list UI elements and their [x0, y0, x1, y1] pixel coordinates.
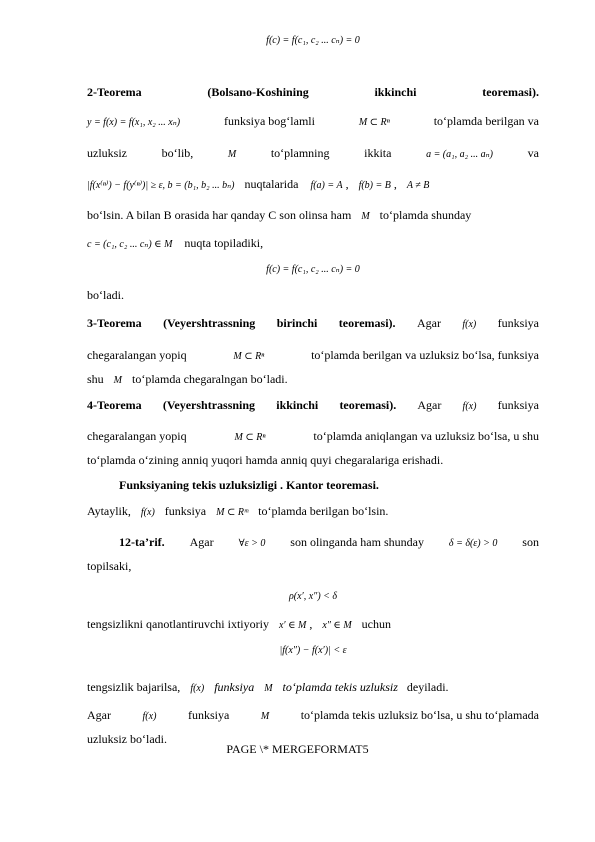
formula-A-ne-B: A ≠ B — [406, 180, 430, 191]
theorem-4-line-2: chegaralangan yopiq M ⊂ Rⁿ to‘plamda aniqlangan va uzluksiz bo‘lsa, u shu — [87, 429, 539, 443]
formula-M: M — [227, 149, 237, 160]
formula-M-sub-Rm: M ⊂ Rᵐ — [216, 507, 249, 518]
formula-M-sub-Rn: M ⊂ Rⁿ — [358, 117, 390, 128]
page-footer: PAGE \* MERGEFORMAT5 — [226, 742, 369, 756]
formula-fa-A: f(a) = A — [310, 180, 343, 191]
theorem-2-line-6: c = (c₁, c₂ ... cₙ) ∈ M nuqta topiladiki, — [87, 236, 264, 250]
formula-fc-zero: f(c) = f(c₁, c₂ ... cₙ) = 0 — [266, 35, 360, 46]
formula-c-point: c = (c₁, c₂ ... cₙ) ∈ M — [87, 239, 173, 250]
theorem-3-line-2: chegaralangan yopiq M ⊂ Rⁿ to‘plamda berilgan va uzluksiz bo‘lsa, funksiya — [87, 348, 539, 362]
theorem-2-line-2: y = f(x) = f(x₁, x₂ ... xₙ) funksiya bog‘lamli M ⊂ Rⁿ to‘plamda berilgan va — [87, 114, 539, 128]
formula-fc-zero-2: f(c) = f(c₁, c₂ ... cₙ) = 0 — [266, 264, 360, 275]
definition-conclusion: tengsizlik bajarilsa, f(x) funksiya M to‘plamda tekis uzluksiz deyiladi. — [87, 680, 449, 694]
formula-x1-in-M: x′ ∈ M — [278, 620, 307, 631]
definition-intro: Aytaylik, f(x) funksiya M ⊂ Rᵐ to‘plamda berilgan bo‘lsin. — [87, 504, 389, 518]
formula-b-cond: |f(x⁽ⁿ⁾) − f(y⁽ⁿ⁾)| ≥ ε, b = (b₁, b₂ ... bₙ) — [87, 180, 235, 191]
theorem-4-line-1: 4-Teorema (Veyershtrassning ikkinchi teoremasi). Agar f(x) funksiya — [87, 398, 539, 412]
definition-12-line-1: 12-ta’rif. Agar ∀ε > 0 son olinganda ham shunday δ = δ(ε) > 0 son — [119, 535, 539, 549]
formula-a-point: a = (a₁, a₂ ... aₙ) — [426, 149, 493, 160]
last-statement-line-2: uzluksiz bo‘ladi. — [87, 732, 167, 746]
last-statement-line-1: Agar f(x) funksiya M to‘plamda tekis uzluksiz bo‘lsa, u shu to‘plamada — [87, 708, 539, 722]
theorem-4-line-3: to‘plamda o‘zining anniq yuqori hamda anniq quyi chegaralariga erishadi. — [87, 453, 444, 467]
formula-x2-in-M: x″ ∈ M — [322, 620, 352, 631]
formula-delta: δ = δ(ε) > 0 — [448, 538, 498, 549]
theorem-3-line-1: 3-Teorema (Veyershtrassning birinchi teoremasi). Agar f(x) funksiya — [87, 316, 539, 330]
formula-fb-B: f(b) = B — [358, 180, 391, 191]
theorem-3-line-3: shu M to‘plamda chegaralngan bo‘ladi. — [87, 372, 288, 386]
theorem-2-title: 2-Teorema (Bolsano-Koshining ikkinchi teoremasi). — [87, 85, 539, 99]
theorem-2-line-3: uzluksiz bo‘lib, M to‘plamning ikkita a = (a₁, a₂ ... aₙ) va — [87, 146, 539, 160]
section-heading: Funksiyaning tekis uzluksizligi . Kantor teoremasi. — [119, 478, 379, 492]
inequality-line: tengsizlikni qanotlantiruvchi ixtiyoriy x′ ∈ M , x″ ∈ M uchun — [87, 617, 391, 631]
definition-12-line-2: topilsaki, — [87, 559, 132, 573]
theorem-2-end: bo‘ladi. — [87, 288, 124, 302]
theorem-2-line-4: |f(x⁽ⁿ⁾) − f(y⁽ⁿ⁾)| ≥ ε, b = (b₁, b₂ ... bₙ) nuqtalarida f(a) = A , f(b) = B , A ≠ B — [87, 177, 430, 191]
formula-rho: ρ(x′, x″) < δ — [288, 591, 338, 602]
formula-fx: f(x) — [462, 319, 477, 330]
theorem-2-line-5: bo‘lsin. A bilan B orasida har qanday C son olinsa ham M to‘plamda shunday — [87, 208, 472, 222]
formula-y-def: y = f(x) = f(x₁, x₂ ... xₙ) — [87, 117, 181, 128]
formula-eps-pos: ∀ε > 0 — [238, 538, 266, 549]
formula-diff-eps: |f(x″) − f(x′)| < ε — [279, 645, 347, 656]
